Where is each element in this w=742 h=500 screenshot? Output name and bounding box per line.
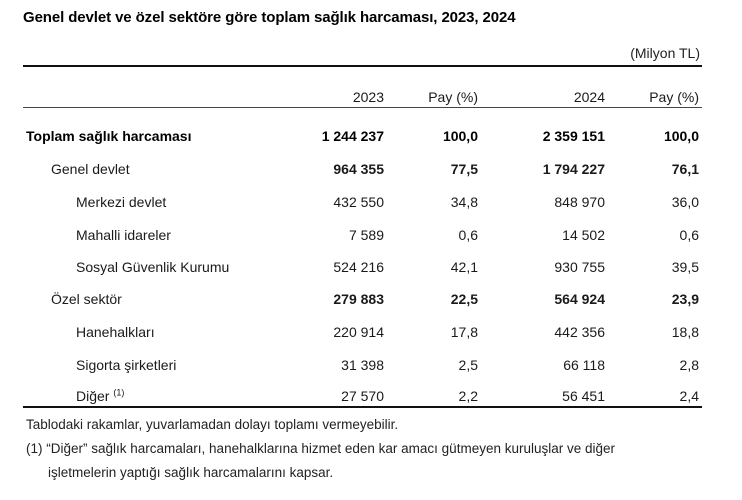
note-rounding: Tablodaki rakamlar, yuvarlamadan dolayı toplamı vermeyebilir. — [26, 417, 399, 432]
pay-2023: 34,8 — [450, 194, 478, 210]
pay-2023: 17,8 — [450, 324, 478, 340]
pay-2023: 2,5 — [458, 357, 478, 373]
value-2024: 564 924 — [554, 291, 605, 307]
pay-2024: 100,0 — [663, 128, 699, 144]
value-2023: 7 589 — [348, 227, 384, 243]
pay-2024: 2,8 — [679, 357, 699, 373]
note-footnote-1-cont: işletmelerin yaptığı sağlık harcamalarını kapsar. — [48, 465, 334, 480]
table-row — [0, 194, 742, 214]
value-2024: 2 359 151 — [542, 128, 605, 144]
table-row — [0, 128, 742, 148]
table-row — [0, 388, 742, 408]
value-2023: 279 883 — [333, 291, 384, 307]
pay-2023: 42,1 — [450, 259, 478, 275]
pay-2024: 39,5 — [671, 259, 699, 275]
value-2024: 66 118 — [563, 357, 605, 373]
pay-2024: 76,1 — [671, 161, 699, 177]
row-label-text: Diğer — [76, 388, 110, 404]
row-label: Merkezi devlet — [76, 194, 167, 210]
value-2023: 27 570 — [341, 388, 384, 404]
table-row — [0, 291, 742, 311]
value-2023: 1 244 237 — [321, 128, 384, 144]
value-2023: 31 398 — [341, 357, 384, 373]
value-2024: 930 755 — [554, 259, 605, 275]
value-2024: 14 502 — [562, 227, 605, 243]
pay-2024: 36,0 — [671, 194, 699, 210]
pay-2024: 2,4 — [679, 388, 699, 404]
bottom-rule — [23, 406, 702, 408]
footnote-marker: (1) — [113, 387, 125, 398]
table-row — [0, 259, 742, 279]
row-label: Mahalli idareler — [76, 227, 171, 243]
pay-2023: 0,6 — [458, 227, 478, 243]
value-2023: 432 550 — [333, 194, 384, 210]
header-row — [0, 89, 742, 109]
row-label — [76, 388, 124, 404]
table-title: Genel devlet ve özel sektöre göre toplam sağlık harcaması, 2023, 2024 — [23, 9, 516, 26]
pay-2023: 100,0 — [442, 128, 478, 144]
value-2023: 220 914 — [333, 324, 384, 340]
row-label: Toplam sağlık harcaması — [26, 128, 192, 144]
table-row — [0, 161, 742, 181]
row-label: Özel sektör — [51, 291, 122, 307]
table-row — [0, 227, 742, 247]
header-rule — [23, 107, 702, 108]
table-row — [0, 324, 742, 344]
top-rule — [23, 65, 702, 67]
value-2023: 964 355 — [333, 161, 384, 177]
row-label: Genel devlet — [51, 161, 130, 177]
pay-2024: 18,8 — [671, 324, 699, 340]
header-2023: 2023 — [352, 89, 384, 105]
header-pay-2023: Pay (%) — [428, 89, 478, 105]
row-label: Sosyal Güvenlik Kurumu — [76, 259, 230, 275]
value-2024: 848 970 — [554, 194, 605, 210]
unit-label: (Milyon TL) — [630, 45, 700, 61]
note-footnote-1: (1) “Diğer” sağlık harcamaları, hanehalklarına hizmet eden kar amacı gütmeyen kuruluşlar ve diğer — [26, 441, 616, 456]
value-2024: 56 451 — [562, 388, 605, 404]
table-row — [0, 357, 742, 377]
pay-2023: 77,5 — [450, 161, 478, 177]
value-2024: 442 356 — [554, 324, 605, 340]
pay-2024: 23,9 — [671, 291, 699, 307]
value-2024: 1 794 227 — [542, 161, 605, 177]
pay-2024: 0,6 — [679, 227, 699, 243]
row-label: Sigorta şirketleri — [76, 357, 177, 373]
pay-2023: 22,5 — [450, 291, 478, 307]
header-pay-2024: Pay (%) — [649, 89, 699, 105]
header-2024: 2024 — [573, 89, 605, 105]
value-2023: 524 216 — [333, 259, 384, 275]
row-label: Hanehalkları — [76, 324, 155, 340]
pay-2023: 2,2 — [458, 388, 478, 404]
